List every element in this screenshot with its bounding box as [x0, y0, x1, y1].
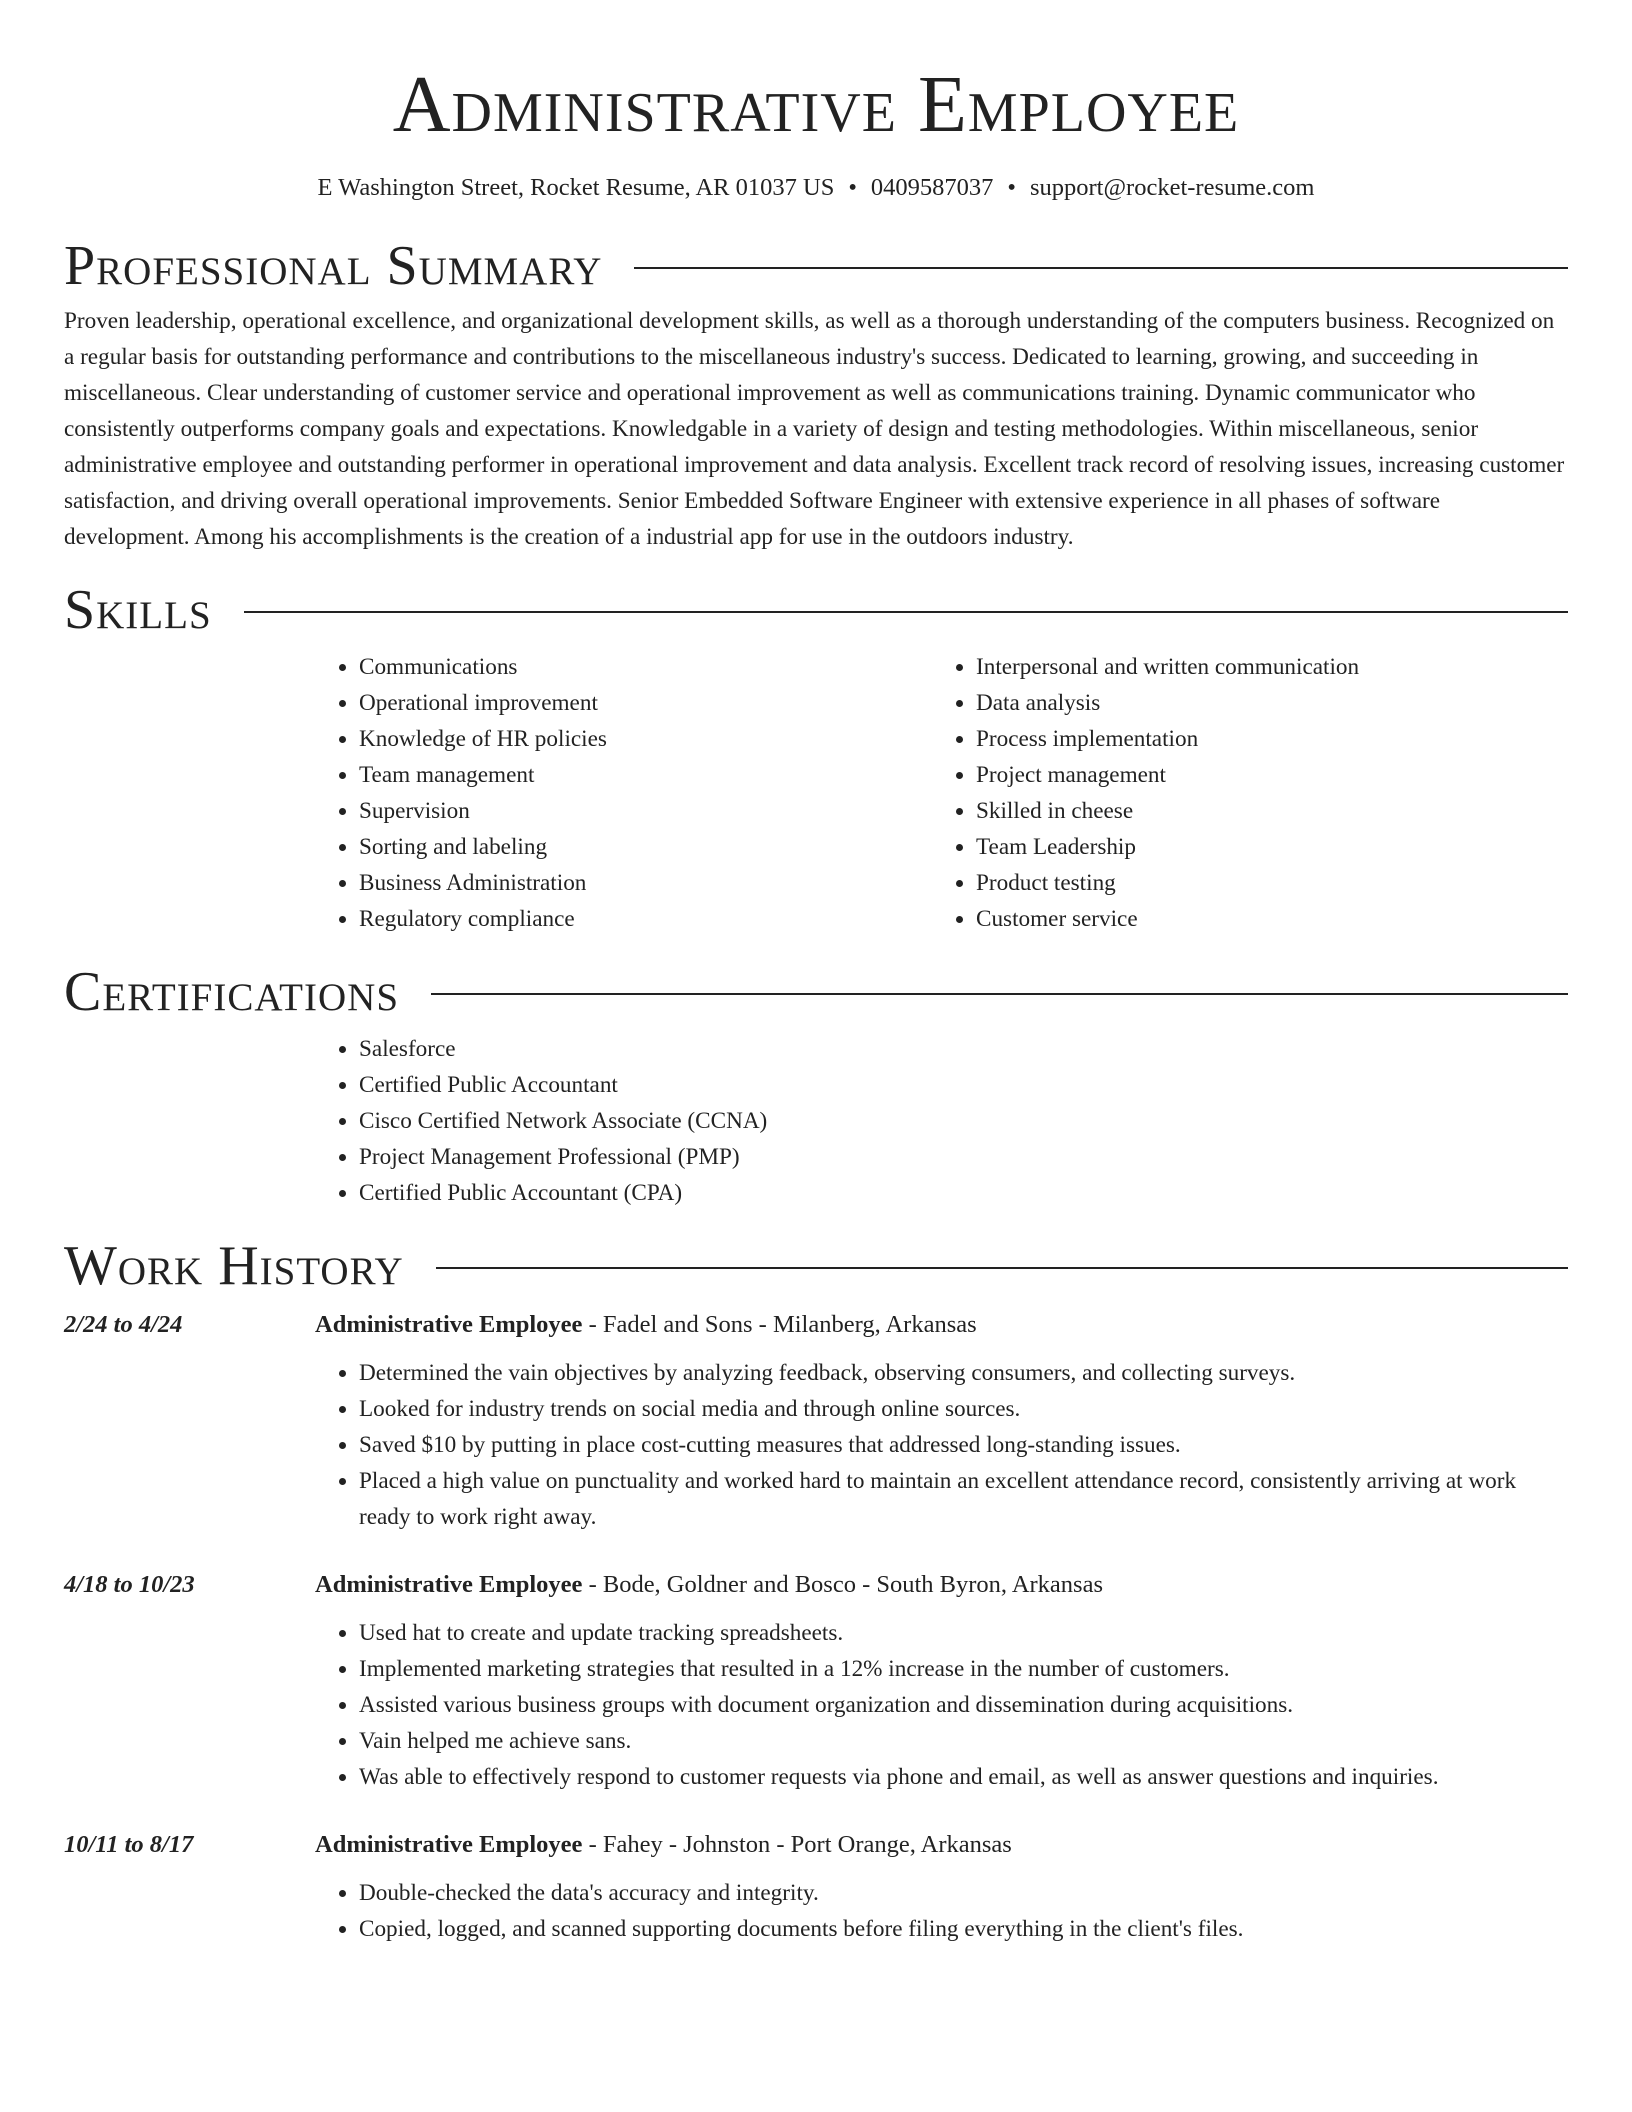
list-item: • Salesforce	[359, 1031, 1568, 1067]
list-item: • Customer service	[976, 901, 1549, 937]
duty-item: • Used hat to create and update tracking spreadsheets.	[359, 1615, 1568, 1651]
section-divider	[431, 993, 1568, 995]
list-item: • Communications	[359, 649, 932, 685]
list-item: • Operational improvement	[359, 685, 932, 721]
certifications-list	[315, 1031, 1568, 1211]
job-duties	[315, 1875, 1568, 1947]
list-item: • Regulatory compliance	[359, 901, 932, 937]
job-title-line	[315, 1829, 1568, 1861]
skills-column-right	[932, 649, 1549, 937]
duty-item: • Determined the vain objectives by analyzing feedback, observing consumers, and collecting surveys.	[359, 1355, 1568, 1391]
list-item: • Project Management Professional (PMP)	[359, 1139, 1568, 1175]
duty-item: • Vain helped me achieve sans.	[359, 1723, 1568, 1759]
separator-2: •	[1007, 174, 1016, 201]
certifications-section-header	[64, 957, 1568, 1027]
job-title: Administrative Employee	[315, 1831, 583, 1858]
section-divider	[436, 1267, 1568, 1269]
list-item: • Certified Public Accountant	[359, 1067, 1568, 1103]
job-dates: 4/18 to 10/23	[64, 1571, 195, 1598]
work-heading: Work History	[64, 1235, 404, 1297]
skills-section-header	[64, 575, 1568, 645]
resume-page	[64, 0, 1568, 1947]
job-employer-location: - Bode, Goldner and Bosco - South Byron, Arkansas	[582, 1571, 1104, 1598]
duty-item: • Implemented marketing strategies that resulted in a 12% increase in the number of customers.	[359, 1651, 1568, 1687]
list-item: • Skilled in cheese	[976, 793, 1549, 829]
job-duties	[315, 1355, 1568, 1535]
skills-heading: Skills	[64, 579, 212, 641]
phone: 0409587037	[870, 174, 994, 201]
job-title-line	[315, 1569, 1568, 1601]
list-item: • Sorting and labeling	[359, 829, 932, 865]
job-entry	[64, 1829, 1568, 1947]
list-item: • Process implementation	[976, 721, 1549, 757]
skills-list	[315, 649, 1568, 937]
candidate-name: Administrative Employee	[392, 61, 1240, 149]
work-section-header	[64, 1231, 1568, 1301]
list-item: • Supervision	[359, 793, 932, 829]
section-divider	[244, 611, 1568, 613]
email: support@rocket-resume.com	[1029, 174, 1315, 201]
job-title: Administrative Employee	[315, 1571, 583, 1598]
contact-line	[64, 172, 1568, 204]
work-history-list	[64, 1309, 1568, 1947]
list-item: • Team management	[359, 757, 932, 793]
job-details	[315, 1829, 1568, 1947]
job-title: Administrative Employee	[315, 1311, 583, 1338]
duty-item: • Saved $10 by putting in place cost-cutting measures that addressed long-standing issues.	[359, 1427, 1568, 1463]
duty-item: • Double-checked the data's accuracy and integrity.	[359, 1875, 1568, 1911]
list-item: • Knowledge of HR policies	[359, 721, 932, 757]
duty-item: • Copied, logged, and scanned supporting documents before filing everything in the client's files.	[359, 1911, 1568, 1947]
job-dates: 10/11 to 8/17	[64, 1831, 194, 1858]
list-item: • Team Leadership	[976, 829, 1549, 865]
summary-heading: Professional Summary	[64, 235, 603, 297]
list-item: • Interpersonal and written communication	[976, 649, 1549, 685]
certifications-heading: Certifications	[64, 961, 400, 1023]
separator-1: •	[848, 174, 857, 201]
list-item: • Cisco Certified Network Associate (CCNA)	[359, 1103, 1568, 1139]
duty-item: • Assisted various business groups with document organization and dissemination during acquisitions.	[359, 1687, 1568, 1723]
duty-item: • Looked for industry trends on social media and through online sources.	[359, 1391, 1568, 1427]
skills-column-left	[315, 649, 932, 937]
job-details	[315, 1309, 1568, 1535]
job-entry	[64, 1309, 1568, 1535]
list-item: • Data analysis	[976, 685, 1549, 721]
duty-item: • Was able to effectively respond to customer requests via phone and email, as well as answer questions and inquiries.	[359, 1759, 1568, 1795]
job-duties	[315, 1615, 1568, 1795]
list-item: • Product testing	[976, 865, 1549, 901]
job-employer-location: - Fadel and Sons - Milanberg, Arkansas	[582, 1311, 977, 1338]
job-details	[315, 1569, 1568, 1795]
job-dates: 2/24 to 4/24	[64, 1311, 183, 1338]
summary-section-header	[64, 231, 1568, 301]
summary-text: Proven leadership, operational excellence, and organizational development skills, as well as a thorough understanding of the computers business. Recognized on a regular basis for outstanding performance and contributions to the miscellaneous industry's success. Dedicated to learning, growing, and succeeding in miscellaneous. Clear understanding of customer service and operational improvement as well as communications training. Dynamic communicator who consistently outperforms company goals and expectations. Knowledgable in a variety of design and testing methodologies. Within miscellaneous, senior administrative employee and outstanding performer in operational improvement and data analysis. Excellent track record of resolving issues, increasing customer satisfaction, and driving overall operational improvements. Senior Embedded Software Engineer with extensive experience in all phases of software development. Among his accomplishments is the creation of a industrial app for use in the outdoors industry.	[64, 308, 1565, 550]
address: E Washington Street, Rocket Resume, AR 01037 US	[317, 174, 835, 201]
job-title-line	[315, 1309, 1568, 1341]
section-divider	[634, 267, 1568, 269]
list-item: • Project management	[976, 757, 1549, 793]
list-item: • Business Administration	[359, 865, 932, 901]
job-entry	[64, 1569, 1568, 1795]
list-item: • Certified Public Accountant (CPA)	[359, 1175, 1568, 1211]
job-employer-location: - Fahey - Johnston - Port Orange, Arkansas	[582, 1831, 1012, 1858]
duty-item: • Placed a high value on punctuality and worked hard to maintain an excellent attendance record, consistently arriving at work ready to work right away.	[359, 1463, 1568, 1535]
